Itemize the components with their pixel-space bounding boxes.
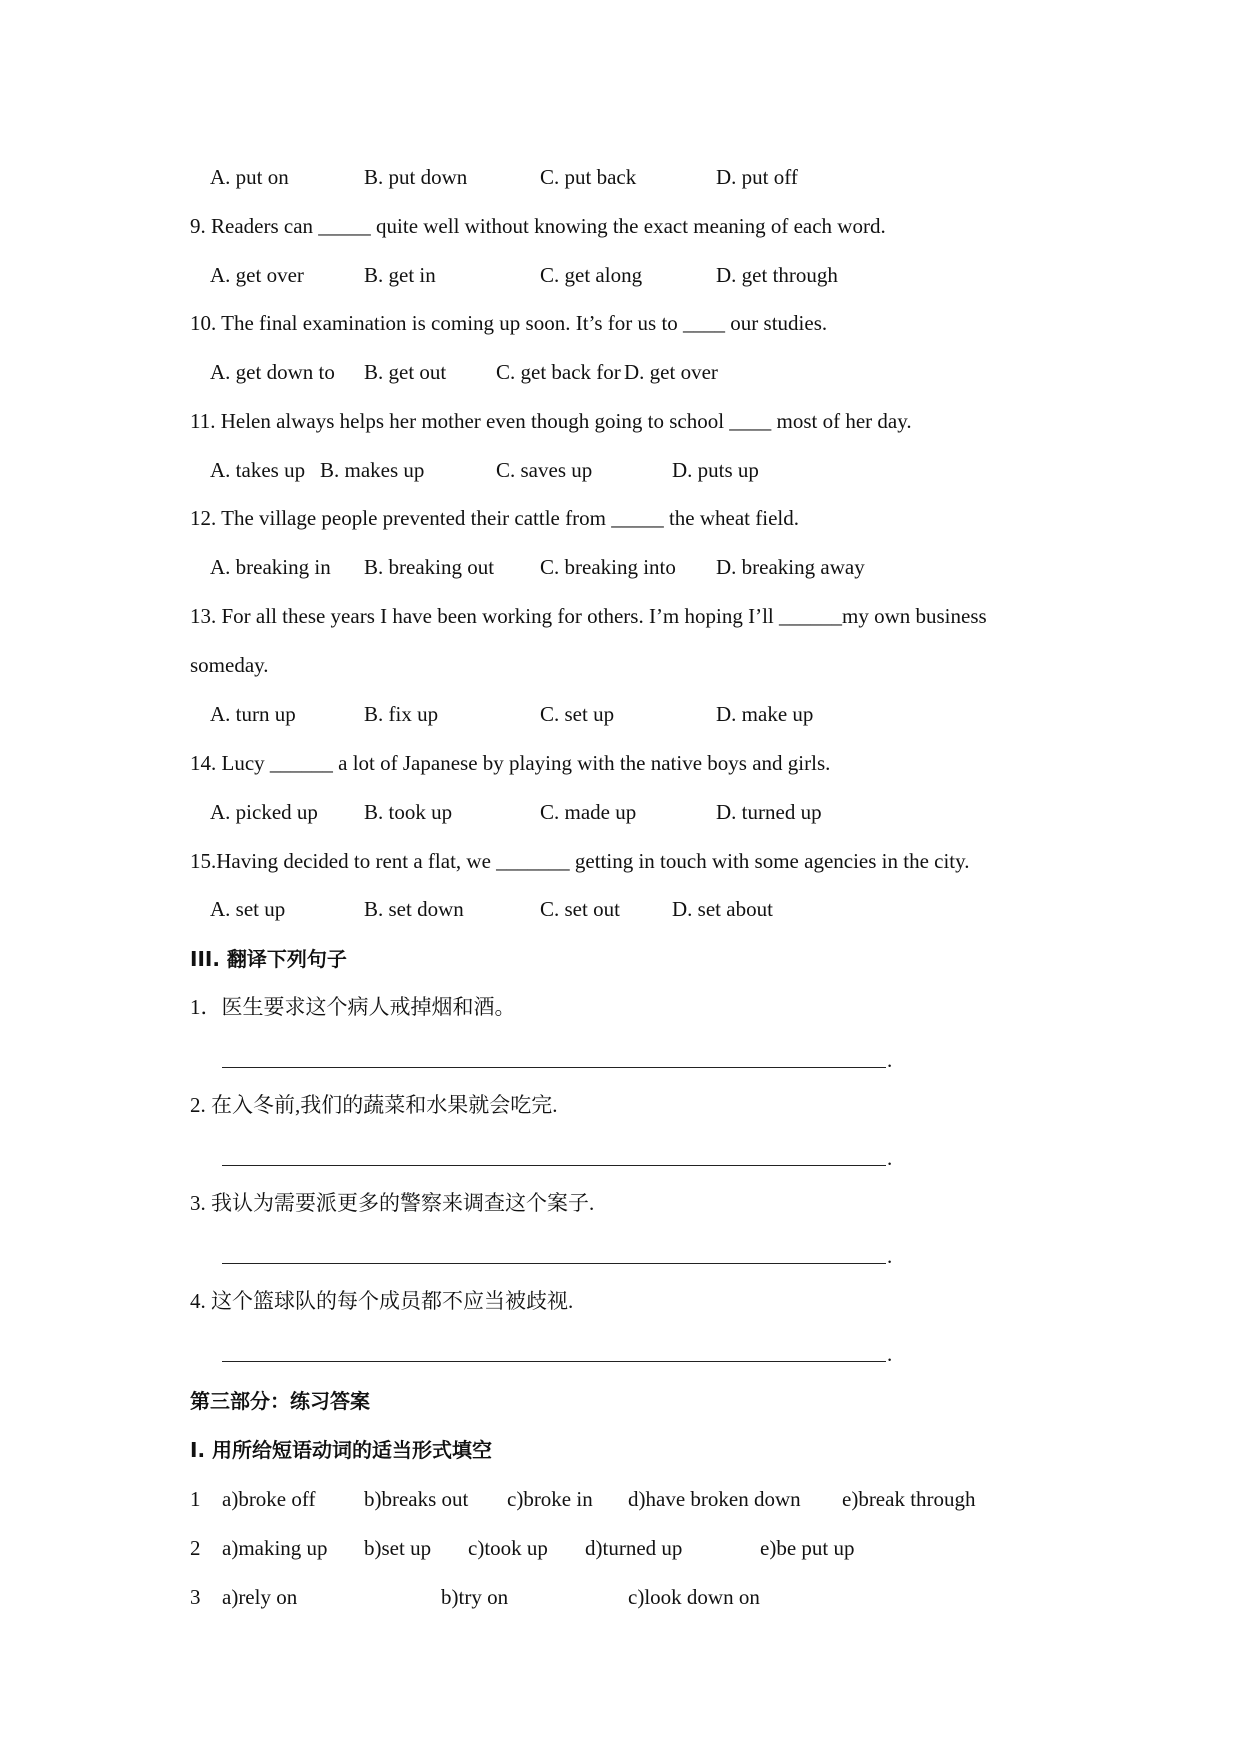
- q15-option-a: A. set up: [210, 897, 286, 921]
- q8-option-d: D. put off: [716, 165, 798, 189]
- answer-1b: b)breaks out: [364, 1487, 469, 1511]
- q11-option-b: B. makes up: [320, 458, 425, 482]
- q8-option-c: C. put back: [540, 165, 637, 189]
- q12-option-d: D. breaking away: [716, 555, 865, 579]
- section-3-heading: III. 翻译下列句子: [190, 947, 347, 971]
- q10-option-c: C. get back for: [496, 360, 621, 384]
- answer-3b: b)try on: [441, 1585, 509, 1609]
- q14-option-d: D. turned up: [716, 800, 822, 824]
- answer-line-4: [222, 1361, 886, 1362]
- part-3-heading: 第三部分：练习答案: [190, 1389, 370, 1413]
- answer-1a: a)broke off: [222, 1487, 316, 1511]
- question-15: 15.Having decided to rent a flat, we _______ getting in touch with some agencies in the city.: [190, 849, 970, 873]
- answer-3c: c)look down on: [628, 1585, 760, 1609]
- answer-line-1: [222, 1067, 886, 1068]
- answer-3a: a)rely on: [222, 1585, 298, 1609]
- q15-option-b: B. set down: [364, 897, 464, 921]
- answer-row-1-number: 1: [190, 1487, 201, 1511]
- answer-line-3-period: .: [887, 1244, 893, 1268]
- q11-option-a: A. takes up: [210, 458, 306, 482]
- question-13: 13. For all these years I have been working for others. I’m hoping I’ll ______my own business: [190, 604, 987, 628]
- q14-option-a: A. picked up: [210, 800, 318, 824]
- q10-option-b: B. get out: [364, 360, 447, 384]
- answer-line-4-period: .: [887, 1342, 893, 1366]
- q10-option-a: A. get down to: [210, 360, 335, 384]
- q15-option-c: C. set out: [540, 897, 620, 921]
- q9-option-d: D. get through: [716, 263, 838, 287]
- answer-row-3-number: 3: [190, 1585, 201, 1609]
- answers-subheading: I. 用所给短语动词的适当形式填空: [190, 1438, 493, 1462]
- translate-item-2: 2. 在入冬前,我们的蔬菜和水果就会吃完.: [190, 1093, 558, 1117]
- q14-option-c: C. made up: [540, 800, 637, 824]
- q12-option-b: B. breaking out: [364, 555, 495, 579]
- answer-2b: b)set up: [364, 1536, 432, 1560]
- answer-2d: d)turned up: [585, 1536, 683, 1560]
- q13-option-b: B. fix up: [364, 702, 439, 726]
- question-9: 9. Readers can _____ quite well without knowing the exact meaning of each word.: [190, 214, 886, 238]
- question-11: 11. Helen always helps her mother even though going to school ____ most of her day.: [190, 409, 912, 433]
- answer-line-2: [222, 1165, 886, 1166]
- q9-option-b: B. get in: [364, 263, 436, 287]
- answer-line-1-period: .: [887, 1048, 893, 1072]
- question-10: 10. The final examination is coming up soon. It’s for us to ____ our studies.: [190, 311, 828, 335]
- question-14: 14. Lucy ______ a lot of Japanese by playing with the native boys and girls.: [190, 751, 831, 775]
- answer-1d: d)have broken down: [628, 1487, 801, 1511]
- q8-option-b: B. put down: [364, 165, 468, 189]
- q14-option-b: B. took up: [364, 800, 453, 824]
- q13-option-c: C. set up: [540, 702, 615, 726]
- answer-1e: e)break through: [842, 1487, 976, 1511]
- answer-row-2-number: 2: [190, 1536, 201, 1560]
- answer-1c: c)broke in: [507, 1487, 593, 1511]
- q15-option-d: D. set about: [672, 897, 773, 921]
- answer-2a: a)making up: [222, 1536, 328, 1560]
- q11-option-c: C. saves up: [496, 458, 593, 482]
- question-12: 12. The village people prevented their cattle from _____ the wheat field.: [190, 506, 799, 530]
- answer-2e: e)be put up: [760, 1536, 855, 1560]
- question-13-continued: someday.: [190, 653, 269, 677]
- q12-option-c: C. breaking into: [540, 555, 676, 579]
- translate-item-3: 3. 我认为需要派更多的警察来调查这个案子.: [190, 1191, 595, 1215]
- q11-option-d: D. puts up: [672, 458, 759, 482]
- q13-option-a: A. turn up: [210, 702, 296, 726]
- answer-line-2-period: .: [887, 1146, 893, 1170]
- q10-option-d: D. get over: [624, 360, 718, 384]
- q12-option-a: A. breaking in: [210, 555, 331, 579]
- q13-option-d: D. make up: [716, 702, 814, 726]
- q9-option-c: C. get along: [540, 263, 643, 287]
- q9-option-a: A. get over: [210, 263, 304, 287]
- q8-option-a: A. put on: [210, 165, 289, 189]
- translate-item-1: 1．医生要求这个病人戒掉烟和酒。: [190, 995, 516, 1019]
- answer-line-3: [222, 1263, 886, 1264]
- translate-item-4: 4. 这个篮球队的每个成员都不应当被歧视.: [190, 1289, 574, 1313]
- answer-2c: c)took up: [468, 1536, 548, 1560]
